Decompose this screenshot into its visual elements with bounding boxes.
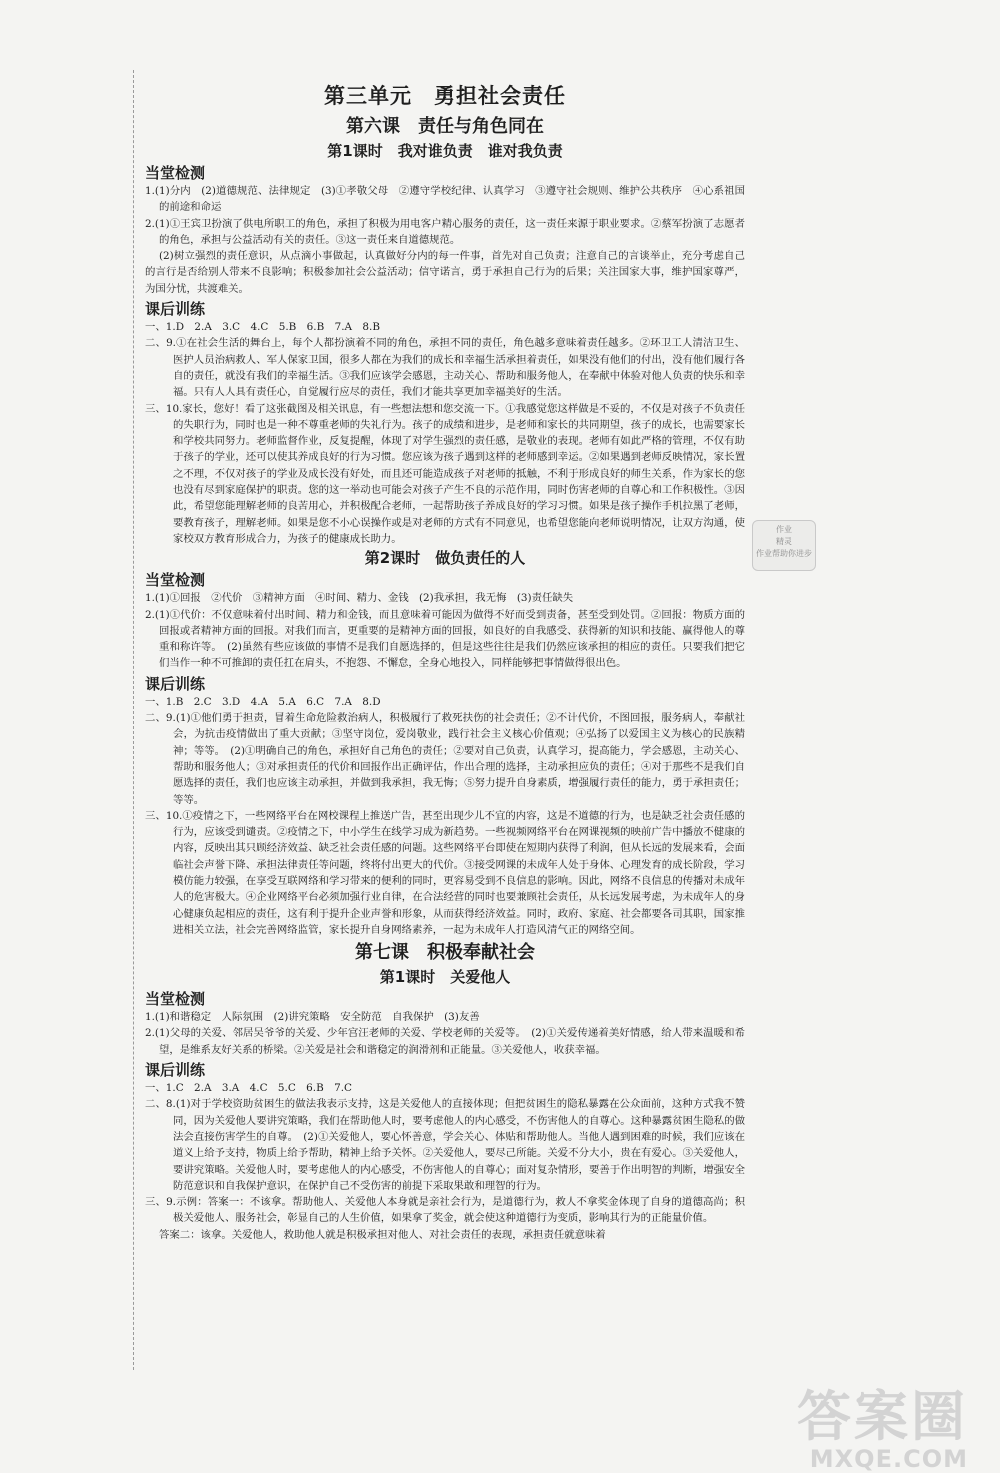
stamp-line: 作业 <box>776 525 792 534</box>
answer-item: 2.(1)①代价：不仅意味着付出时间、精力和金钱，而且意味着可能因为做得不好而受到责备，甚至受到处罚。②回报：物质方面的回报或者精神方面的回报。对我们而言，更重要的是精神方面的回报，如良好的自我感受、获得新的知识和技能、赢得他人的尊重和称许等。 (2)虽然有些应该做的事情不是我们自愿选择的，但是这些往往是我们仍然应该承担的相应的责任。只要我们把它们当作一种不可推卸的责任扛在肩头，不抱怨、不懈怠，全身心地投入，同样能够把事情做得很出色。 <box>145 608 745 670</box>
answer-item: 答案二：该拿。关爱他人，救助他人就是积极承担对他人、对社会责任的表现，承担责任就意味着 <box>159 1228 606 1241</box>
site-watermark <box>797 1385 968 1473</box>
watermark-url: MXQE.COM <box>809 1445 968 1473</box>
lesson-title: 第七课 积极奉献社会 <box>355 942 535 964</box>
period-title: 第1课时 关爱他人 <box>379 968 511 987</box>
answer-item: 2.(1)父母的关爱、邻居吴爷爷的关爱、少年宫汪老师的关爱、学校老师的关爱等。 (2)①关爱传递着美好情感，给人带来温暖和希望，是维系友好关系的桥梁。②关爱是社会和谐稳定的润滑剂和正能量。③关爱他人，收获幸福。 <box>145 1027 745 1056</box>
unit-title: 第三单元 勇担社会责任 <box>324 84 566 108</box>
margin-dashed-line <box>133 70 134 1370</box>
section-heading-check: 当堂检测 <box>145 164 206 182</box>
period-title: 第2课时 做负责任的人 <box>364 549 526 568</box>
answer-item: 一、1.B 2.C 3.D 4.A 5.A 6.C 7.A 8.D <box>145 695 381 708</box>
answer-item: 二、9.(1)①他们勇于担责，冒着生命危险救治病人，积极履行了救死扶伤的社会责任；②不计代价，不图回报，服务病人，奉献社会，为抗击疫情做出了重大贡献；③坚守岗位，爱岗敬业，践行社会主义核心价值观；④弘扬了以爱国主义为核心的民族精神；等等。 (2)①明确自己的角色，承担好自己角色的责任；②要对自己负责，认真学习，提高能力，学会感恩，主动关心、帮助和服务他人；③对承担责任的代价和回报作出正确评估，作出合理的选择，主动承担应负的责任；④对于那些不是我们自愿选择的责任，我们也应该主动承担，并做到我承担，我无悔；⑤努力提升自身素质，增强履行责任的能力，勇于承担责任；等等。 <box>145 712 745 806</box>
answer-item: 1.(1)①回报 ②代价 ③精神方面 ④时间、精力、金钱 (2)我承担，我无悔 (3)责任缺失 <box>145 592 574 605</box>
watermark-logo-text: 答案圈 <box>797 1385 968 1448</box>
answer-item: 三、9.示例：答案一：不该拿。帮助他人、关爱他人本身就是亲社会行为，是道德行为，救人不拿奖金体现了自身的道德高尚；积极关爱他人、服务社会，彰显自己的人生价值，如果拿了奖金，就会使这种道德行为变质，影响其行为的正能量价值。 <box>145 1196 745 1225</box>
section-heading-practice: 课后训练 <box>145 674 206 693</box>
answer-item: (2)树立强烈的责任意识，从点滴小事做起，认真做好分内的每一件事，首先对自己负责；注意自己的言谈举止，充分考虑自己的言行是否给别人带来不良影响；积极参加社会公益活动；信守诺言，勇于承担自己行为的后果；关注国家大事，维护国家尊严，为国分忧，共渡难关。 <box>145 250 745 295</box>
answer-item: 一、1.C 2.A 3.A 4.C 5.C 6.B 7.C <box>145 1082 352 1095</box>
answer-item: 2.(1)①王宾卫扮演了供电所职工的角色，承担了积极为用电客户精心服务的责任，这一责任来源于职业要求。②蔡军扮演了志愿者的角色，承担与公益活动有关的责任。③这一责任来自道德规范。 <box>145 217 745 246</box>
section-heading-practice: 课后训练 <box>145 300 206 319</box>
stamp-line: 精灵 <box>776 537 792 546</box>
section-heading-check: 当堂检测 <box>145 990 206 1009</box>
answer-item: 一、1.D 2.A 3.C 4.C 5.B 6.B 7.A 8.B <box>145 321 380 334</box>
answer-item: 1.(1)分内 (2)道德规范、法律规定 (3)①孝敬父母 ②遵守学校纪律、认真学习 ③遵守社会规则、维护公共秩序 ④心系祖国的前途和命运 <box>145 185 745 214</box>
section-heading-check: 当堂检测 <box>145 571 206 590</box>
section-heading-practice: 课后训练 <box>145 1061 206 1080</box>
answer-page <box>145 80 745 1243</box>
margin-stamp <box>752 520 816 571</box>
lesson-title: 第六课 责任与角色同在 <box>346 116 544 137</box>
answer-item: 三、10.①疫情之下，一些网络平台在网校课程上推送广告，甚至出现少儿不宜的内容，这是不道德的行为，也是缺乏社会责任感的行为，应该受到谴责。②疫情之下，中小学生在线学习成为新趋势。一些视频网络平台在网课视频的映前广告中播放不健康的内容，反映出其只顾经济效益、缺乏社会责任感的问题。这些网络平台即使在短期内获得了利润，但从长远的发展来看，会面临社会声誉下降、承担法律责任等问题，终将付出更大的代价。③接受网课的未成年人处于身体、心理发育的成长阶段，学习模仿能力较强，在享受互联网络和学习带来的便利的同时，更容易受到不良信息的影响。因此，网络不良信息的传播对未成年人的危害极大。④企业网络平台必须加强行业自律，在合法经营的同时也要兼顾社会责任，从长远发展考虑，为未成年人的身心健康负起相应的责任，这有利于提升企业声誉和形象，从而获得经济效益。同时，政府、家庭、社会都要各司其职，国家推进相关立法，社会完善网络监管，家长提升自身网络素养，一起为未成年人打造风清气正的网络空间。 <box>145 809 745 936</box>
stamp-line: 作业帮助你进步 <box>756 549 812 558</box>
answer-item: 三、10.家长，您好！看了这张截图及相关讯息，有一些想法想和您交流一下。①我感觉您这样做是不妥的，不仅是对孩子不负责任的失职行为，同时也是一种不尊重老师的失礼行为。孩子的成绩和进步，是老师和家长的共同期望，孩子的成长，也需要家长和学校共同努力。老师监督作业，反复提醒，体现了对学生强烈的责任感，是敬业的表现。老师有如此严格的管理，不仅有助于孩子的学业，还可以使其养成良好的行为习惯。您应该为孩子遇到这样的老师感到幸运。②如果遇到老师反映情况，家长置之不理，不仅对孩子的学业及成长没有好处，而且还可能造成孩子对老师的抵触，不利于形成良好的师生关系，作为家长的您也没有尽到家庭保护的职责。您的这一举动也可能会对孩子产生不良的示范作用，同时伤害老师的自尊心和工作积极性。③因此，希望您能理解老师的良苦用心，并积极配合老师，一起帮助孩子养成良好的学习习惯。如果是孩子操作手机拉黑了老师，要教育孩子，理解老师。如果是您不小心误操作或是对老师的方式有不同意见，也希望您能向老师说明情况，让双方沟通，使家校双方教育形成合力，为孩子的健康成长助力。 <box>145 402 745 545</box>
answer-item: 二、8.(1)对于学校资助贫困生的做法我表示支持，这是关爱他人的直接体现；但把贫困生的隐私暴露在公众面前，这种方式我不赞同，因为关爱他人要讲究策略，我们在帮助他人时，要考虑他人的内心感受，不伤害他人的自尊心。这种暴露贫困生隐私的做法会直接伤害学生的自尊。 (2)①关爱他人，要心怀善意，学会关心、体贴和帮助他人。当他人遇到困难的时候，我们应该在道义上给予支持，物质上给予帮助，精神上给予关怀。②关爱他人，要尽己所能。关爱不分大小，贵在有爱心。③关爱他人，要讲究策略。关爱他人时，要考虑他人的内心感受，不伤害他人的自尊心；面对复杂情形，要善于作出明智的判断，增强安全防范意识和自我保护意识，在保护自己不受伤害的前提下采取果敢和理智的行为。 <box>145 1098 745 1192</box>
answer-item: 1.(1)和谐稳定 人际氛围 (2)讲究策略 安全防范 自我保护 (3)友善 <box>145 1011 480 1024</box>
period-title: 第1课时 我对谁负责 谁对我负责 <box>327 142 563 160</box>
answer-item: 二、9.①在社会生活的舞台上，每个人都扮演着不同的角色，承担不同的责任，角色越多意味着责任越多。②环卫工人清洁卫生、医护人员治病救人、军人保家卫国，很多人都在为我们的成长和幸福生活承担着责任，如果没有他们的付出，没有他们履行各自的责任，就没有我们的幸福生活。③我们应该学会感恩，主动关心、帮助和服务他人，在奉献中体验对他人负责的快乐和幸福。只有人人具有责任心，自觉履行应尽的责任，我们才能共享更加幸福美好的生活。 <box>145 337 745 399</box>
